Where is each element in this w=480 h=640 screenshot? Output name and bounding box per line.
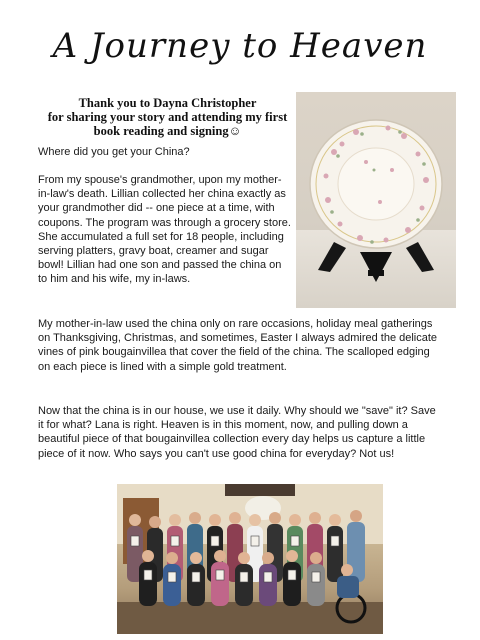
thank-you-line: for sharing your story and attending my first [47, 110, 288, 124]
paragraph-occasions: My mother-in-law used the china only on rare occasions, holiday meal gatherings on Thanksgiving, Christmas, and sometimes, Easter I always admired the delicate vines of pink bougainvillea that cover the field of the china. The scalloped edging on each piece is lined with a simple gold treatment. [38, 318, 438, 373]
thank-you-line: book reading and signing☺ [93, 124, 242, 138]
question-text: Where did you get your China? [38, 146, 190, 158]
china-plate-image [296, 92, 456, 308]
paragraph-daily-use: Now that the china is in our house, we use it daily. Why should we "save" it? Save it for what? Lana is right. Heaven is in this moment, now, and pulling down a beautiful piece of that bougainvillea collection every day helps us capture a little piece of it now. Who says you can't use good china for everyday? Not us! [38, 405, 436, 460]
group-photo-image [117, 484, 383, 634]
group-photo [117, 484, 383, 634]
thank-you-line: Thank you to Dayna Christopher [78, 96, 257, 110]
china-plate-photo [296, 92, 456, 308]
thank-you-heading [40, 96, 295, 138]
paragraph-origin: From my spouse's grandmother, upon my mother-in-law's death. Lillian collected her china exactly as your grandmother did -- one piece at a time, with coupons. The program was through a grocery store. She accumulated a full set for 18 people, including serving platters, gravy boat, creamer and sugar bowl! Lillian had one son and passed the china on to him and his wife, my in-laws. [38, 174, 291, 286]
document-title: A Journey to Heaven [52, 26, 428, 66]
